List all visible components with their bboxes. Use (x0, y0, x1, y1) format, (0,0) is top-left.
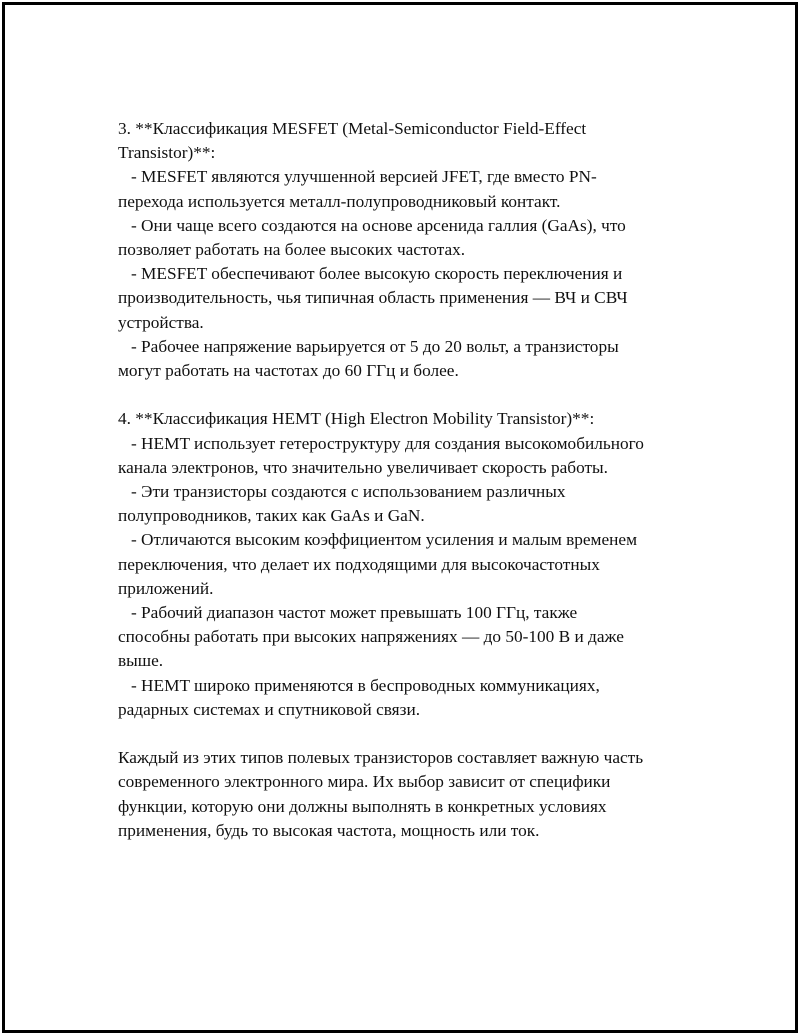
section-mesfet (118, 117, 718, 383)
text-line: - MESFET обеспечивают более высокую скорость переключения и (118, 264, 623, 284)
text-line: позволяет работать на более высоких частотах. (118, 240, 466, 260)
text-line: радарных системах и спутниковой связи. (118, 699, 421, 719)
text-line: - Рабочий диапазон частот может превышать 100 ГГц, также (118, 603, 578, 623)
text-line: выше. (118, 651, 164, 671)
text-line: производительность, чья типичная область применения — ВЧ и СВЧ (118, 288, 628, 308)
text-line: - HEMT использует гетероструктуру для создания высокомобильного (118, 433, 644, 453)
text-line: современного электронного мира. Их выбор зависит от специфики (118, 772, 611, 792)
text-line: полупроводников, таких как GaAs и GaN. (118, 506, 425, 526)
text-line: - Они чаще всего создаются на основе арсенида галлия (GaAs), что (118, 215, 626, 235)
text-line: канала электронов, что значительно увеличивает скорость работы. (118, 457, 608, 477)
text-line: функции, которую они должны выполнять в конкретных условиях (118, 796, 607, 816)
text-line: применения, будь то высокая частота, мощность или ток. (118, 820, 540, 840)
text-line: 3. **Классификация MESFET (Metal-Semiconductor Field-Effect (118, 119, 587, 138)
section-hemt (118, 407, 718, 722)
text-line: - Рабочее напряжение варьируется от 5 до 20 вольт, а транзисторы (118, 336, 619, 356)
text-line: Transistor)**: (118, 143, 216, 163)
section-conclusion (118, 746, 718, 843)
text-line: устройства. (118, 312, 204, 332)
text-line: перехода используется металл-полупроводниковый контакт. (118, 191, 561, 211)
text-line: переключения, что делает их подходящими для высокочастотных (118, 554, 600, 574)
text-line: 4. **Классификация HEMT (High Electron Mobility Transistor)**: (118, 409, 595, 429)
text-line: - MESFET являются улучшенной версией JFET, где вместо PN- (118, 167, 597, 187)
text-line: - Отличаются высоким коэффициентом усиления и малым временем (118, 530, 638, 550)
text-line: приложений. (118, 578, 214, 598)
text-line: могут работать на частотах до 60 ГГц и более. (118, 361, 459, 381)
text-line: Каждый из этих типов полевых транзисторов составляет важную часть (118, 748, 644, 768)
text-line: - HEMT широко применяются в беспроводных коммуникациях, (118, 675, 600, 695)
text-line: способны работать при высоких напряжениях — до 50-100 В и даже (118, 627, 624, 647)
document-body (118, 117, 718, 867)
text-line: - Эти транзисторы создаются с использованием различных (118, 482, 566, 502)
